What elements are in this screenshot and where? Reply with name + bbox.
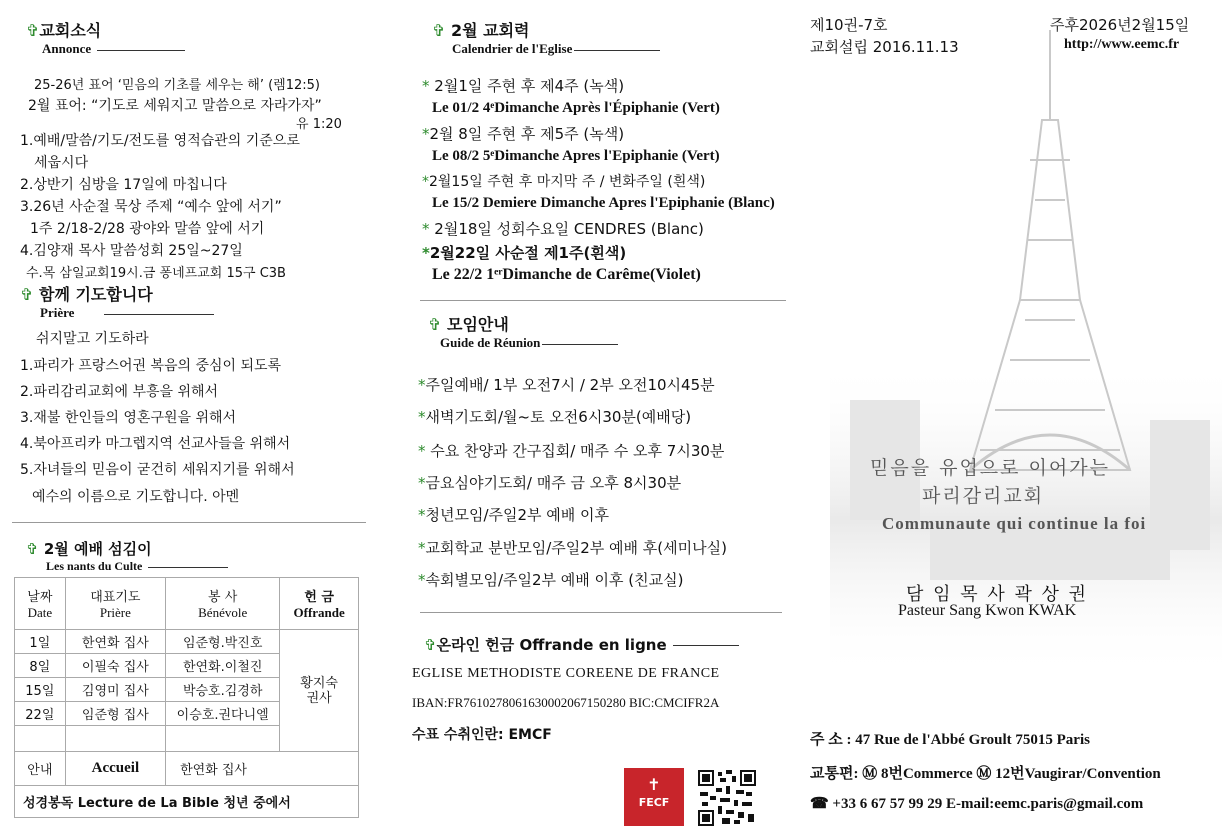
news-line: 4.김양재 목사 말씀성회 25일~27일 xyxy=(20,243,243,259)
calendar-subtitle: Calendrier de l'Eglise xyxy=(452,41,573,56)
divider xyxy=(542,344,618,345)
header-prayer: 대표기도 Prière xyxy=(65,578,165,630)
divider xyxy=(104,314,214,315)
prayer-line: 예수의 이름으로 기도합니다. 아멘 xyxy=(32,489,240,505)
table-row-guide: 안내 Accueil 한연화 집사 xyxy=(15,752,359,786)
issue-number: 제10권-7호 xyxy=(810,16,888,34)
divider xyxy=(97,50,185,51)
news-subtitle: Annonce xyxy=(42,41,92,56)
contact[interactable]: ☎ +33 6 67 57 99 29 E-mail:eemc.paris@gmail.com xyxy=(810,796,1144,812)
prayer-line: 3.재불 한인들의 영혼구원을 위해서 xyxy=(20,410,237,426)
divider xyxy=(574,50,660,51)
section-divider xyxy=(12,522,366,523)
news-line: 25-26년 표어 ‘믿음의 기초를 세우는 해’ (렘12:5) xyxy=(34,78,320,93)
news-title: 교회소식 xyxy=(39,21,102,40)
prayer-title: 함께 기도합니다 xyxy=(38,285,153,304)
prayer-line: 5.자녀들의 믿음이 굳건히 세워지기를 위해서 xyxy=(20,462,295,478)
website-link[interactable]: http://www.eemc.fr xyxy=(1064,37,1180,52)
pastor-fr: Pasteur Sang Kwon KWAK xyxy=(898,602,1077,619)
calendar-item-fr: Le 22/2 1ᵉʳDimanche de Carême(Violet) xyxy=(432,266,701,283)
meeting-item: *새벽기도회/월~토 오전6시30분(예배당) xyxy=(418,408,692,426)
meeting-item: * 수요 찬양과 간구집회/ 매주 수 오후 7시30분 xyxy=(418,442,725,460)
prayer-subtitle: Prière xyxy=(40,305,75,320)
iban: IBAN:FR7610278061630002067150280 BIC:CMCIFR2A xyxy=(412,695,720,710)
calendar-item: *2월 8일 주현 후 제5주 (녹색) xyxy=(422,125,625,143)
cross-icon: ✞ xyxy=(26,540,39,558)
prayer-line: 4.북아프리카 마그렙지역 선교사들을 위해서 xyxy=(20,436,291,452)
motto-fr: Communaute qui continue la foi xyxy=(882,514,1147,533)
news-line: 3.26년 사순절 묵상 주제 “예수 앞에 서기” xyxy=(20,199,282,215)
calendar-section xyxy=(432,18,772,57)
meeting-item: *주일예배/ 1부 오전7시 / 2부 오전10시45분 xyxy=(418,376,715,394)
divider xyxy=(148,567,228,568)
cross-icon: ✞ xyxy=(428,315,442,334)
cross-icon: ✞ xyxy=(432,21,446,40)
servants-section xyxy=(26,538,366,574)
news-line: 2.상반기 심방을 17일에 마칩니다 xyxy=(20,177,227,193)
header-volunteer: 봉 사 Bénévole xyxy=(166,578,280,630)
church-logo: ✝ FECF xyxy=(624,768,684,826)
news-line: 2월 표어: “기도로 세워지고 말씀으로 자라가자” xyxy=(28,98,322,114)
meeting-item: *금요심야기도회/ 매주 금 오후 8시30분 xyxy=(418,474,682,492)
section-divider xyxy=(420,300,786,301)
table-row: 22일 임준형 집사 이승호.권다니엘 xyxy=(15,702,359,726)
news-section xyxy=(26,18,366,57)
calendar-item-fr: Le 01/2 4ᵉDimanche Après l'Épiphanie (Vert) xyxy=(432,100,720,116)
transport: 교통편: Ⓜ 8번Commerce Ⓜ 12번Vaugirar/Convention xyxy=(810,766,1161,782)
section-divider xyxy=(420,612,782,613)
cross-icon: ✞ xyxy=(26,21,40,40)
news-line: 1.예배/말씀/기도/전도를 영적습관의 기준으로 xyxy=(20,133,300,149)
table-row: 15일 김영미 집사 박승호.김경하 xyxy=(15,678,359,702)
table-row-reading: 성경봉독 Lecture de La Bible 청년 중에서 xyxy=(15,786,359,818)
meeting-item: *교회학교 분반모임/주일2부 예배 후(세미나실) xyxy=(418,539,727,557)
cross-icon: ✝ xyxy=(647,775,661,794)
calendar-item: * 2월1일 주현 후 제4주 (녹색) xyxy=(422,77,625,95)
servants-subtitle: Les nants du Culte xyxy=(46,559,143,573)
prayer-line: 쉬지말고 기도하라 xyxy=(36,331,149,347)
table-row: 1일 한연화 집사 임준형.박진호 황지숙 권사 xyxy=(15,630,359,654)
servants-title: 2월 예배 섬김이 xyxy=(43,540,152,558)
news-line: 수.목 삼일교회19시.금 퐁네프교회 15구 C3B xyxy=(26,266,286,281)
calendar-title: 2월 교회력 xyxy=(450,21,530,40)
header-date: 날짜 Date xyxy=(15,578,66,630)
founded-date: 교회설립 2016.11.13 xyxy=(810,38,959,56)
calendar-item-fr: Le 08/2 5ᵉDimanche Apres l'Epiphanie (Vert) xyxy=(432,148,720,164)
news-line: 세웁시다 xyxy=(34,155,89,171)
table-row: 8일 이필숙 집사 한연화.이철진 xyxy=(15,654,359,678)
header-offering: 헌 금 Offrande xyxy=(280,578,359,630)
address: 주 소 : 47 Rue de l'Abbé Groult 75015 Paris xyxy=(810,732,1090,748)
calendar-item: *2월22일 사순절 제1주(흰색) xyxy=(422,244,627,262)
check-receiver: 수표 수취인란: EMCF xyxy=(412,727,552,743)
calendar-item: *2월15일 주현 후 마지막 주 / 변화주일 (흰색) xyxy=(422,174,706,190)
online-offering-title: ✞온라인 헌금 Offrande en ligne xyxy=(424,634,739,655)
calendar-item: * 2월18일 성회수요일 CENDRES (Blanc) xyxy=(422,220,704,238)
news-line: 1주 2/18-2/28 광야와 말씀 앞에 서기 xyxy=(30,221,265,237)
calendar-item-fr: Le 15/2 Demiere Dimanche Apres l'Epiphanie (Blanc) xyxy=(432,195,775,211)
meetings-section xyxy=(428,312,768,351)
motto-line1: 믿음을 유업으로 이어가는 xyxy=(870,457,1110,479)
prayer-line: 2.파리감리교회에 부흥을 위해서 xyxy=(20,384,219,400)
meetings-subtitle: Guide de Réunion xyxy=(440,335,541,350)
offering-cell: 황지숙 권사 xyxy=(280,630,359,752)
motto-line2: 파리감리교회 xyxy=(922,485,1045,507)
prayer-line: 1.파리가 프랑스어권 복음의 중심이 되도록 xyxy=(20,358,282,374)
cross-icon: ✞ xyxy=(424,636,437,654)
meeting-item: *속회별모임/주일2부 예배 이후 (친교실) xyxy=(418,571,684,589)
meeting-item: *청년모임/주일2부 예배 이후 xyxy=(418,506,610,524)
bank-name: EGLISE METHODISTE COREENE DE FRANCE xyxy=(412,666,720,681)
cross-icon: ✞ xyxy=(20,285,34,304)
news-line: 유 1:20 xyxy=(296,117,342,132)
bulletin-date: 주후2026년2월15일 xyxy=(1050,16,1190,34)
eiffel-tower-background xyxy=(830,0,1222,840)
pastor-ko: 담 임 목 사 곽 상 권 xyxy=(906,584,1089,605)
prayer-section xyxy=(20,282,360,321)
qr-code-icon[interactable] xyxy=(698,770,756,826)
servants-table xyxy=(14,577,359,818)
meetings-title: 모임안내 xyxy=(446,315,509,334)
